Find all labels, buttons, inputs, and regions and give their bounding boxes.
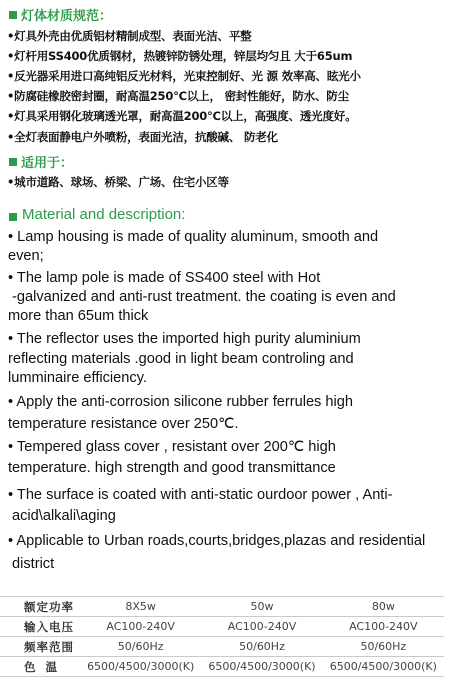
en-description-line: • The lamp pole is made of SS400 steel with Hot xyxy=(8,270,321,286)
spec-value: 50/60Hz xyxy=(323,637,444,657)
spec-value: AC100-240V xyxy=(201,617,322,637)
en-description-line: • Lamp housing is made of quality aluminum, smooth and xyxy=(8,229,379,245)
spec-value: 50/60Hz xyxy=(80,637,201,657)
spec-label: 色温 xyxy=(0,657,80,677)
en-description-line: • Tempered glass cover , resistant over 200℃ high xyxy=(8,439,336,455)
zh-material-line: •灯具采用钢化玻璃透光罩，耐高温200℃以上，高强度、透光度好。 xyxy=(7,109,357,123)
zh-material-line: •防腐硅橡胶密封圈，耐高温250℃以上， 密封性能好，防水、防尘 xyxy=(7,89,349,103)
en-description-line: acid\alkali\aging xyxy=(12,508,116,524)
table-row xyxy=(0,657,444,677)
table-row xyxy=(0,637,444,657)
zh-apply-heading: 适用于： xyxy=(21,156,74,171)
spec-value: 80w xyxy=(323,597,444,617)
spec-table xyxy=(0,596,444,677)
spec-value: 8X5w xyxy=(80,597,201,617)
en-description-line: more than 65um thick xyxy=(8,308,149,324)
spec-value: 6500/4500/3000(K) xyxy=(201,657,322,677)
en-description-line: • The surface is coated with anti-static ourdoor power , Anti- xyxy=(8,487,393,503)
section-marker-icon xyxy=(9,213,17,221)
en-description-line: temperature. high strength and good transmittance xyxy=(8,460,336,476)
spec-label: 频率范围 xyxy=(0,637,80,657)
spec-value: 6500/4500/3000(K) xyxy=(323,657,444,677)
en-description-line: temperature resistance over 250℃. xyxy=(8,416,239,432)
section-marker-icon xyxy=(9,11,17,19)
section-marker-icon xyxy=(9,158,17,166)
en-description-line: • Apply the anti-corrosion silicone rubber ferrules high xyxy=(8,394,353,410)
en-description-line: even; xyxy=(8,248,44,264)
zh-material-heading: 灯体材质规范： xyxy=(21,9,113,24)
spec-value: 50w xyxy=(201,597,322,617)
zh-material-line: •反光器采用进口高纯铝反光材料，光束控制好、光 源 效率高、眩光小 xyxy=(7,69,361,83)
spec-value: AC100-240V xyxy=(80,617,201,637)
zh-material-line: •灯杆用SS400优质钢材，热镀锌防锈处理，锌层均匀且 大于65um xyxy=(7,49,353,63)
zh-material-line: •全灯表面静电户外喷粉，表面光洁，抗酸碱、 防老化 xyxy=(7,130,278,144)
en-description-line: lumminaire efficiency. xyxy=(8,370,147,386)
spec-label: 额定功率 xyxy=(0,597,80,617)
en-description-line: • The reflector uses the imported high purity aluminium xyxy=(8,331,361,347)
spec-value: 6500/4500/3000(K) xyxy=(80,657,201,677)
zh-material-line: •灯具外壳由优质铝材精制成型、表面光洁、平整 xyxy=(7,29,252,43)
en-description-line: -galvanized and anti-rust treatment. the coating is even and xyxy=(12,289,396,305)
en-description-line: district xyxy=(12,556,55,572)
spec-value: 50/60Hz xyxy=(201,637,322,657)
en-description-line: • Applicable to Urban roads,courts,bridges,plazas and residential xyxy=(8,533,426,549)
spec-label: 输入电压 xyxy=(0,617,80,637)
en-description-line: reflecting materials .good in light beam controling and xyxy=(8,351,354,367)
spec-value: AC100-240V xyxy=(323,617,444,637)
en-material-heading: Material and description: xyxy=(22,206,186,223)
table-row xyxy=(0,617,444,637)
zh-apply-line: •城市道路、球场、桥梁、广场、住宅小区等 xyxy=(7,175,229,189)
table-row xyxy=(0,597,444,617)
